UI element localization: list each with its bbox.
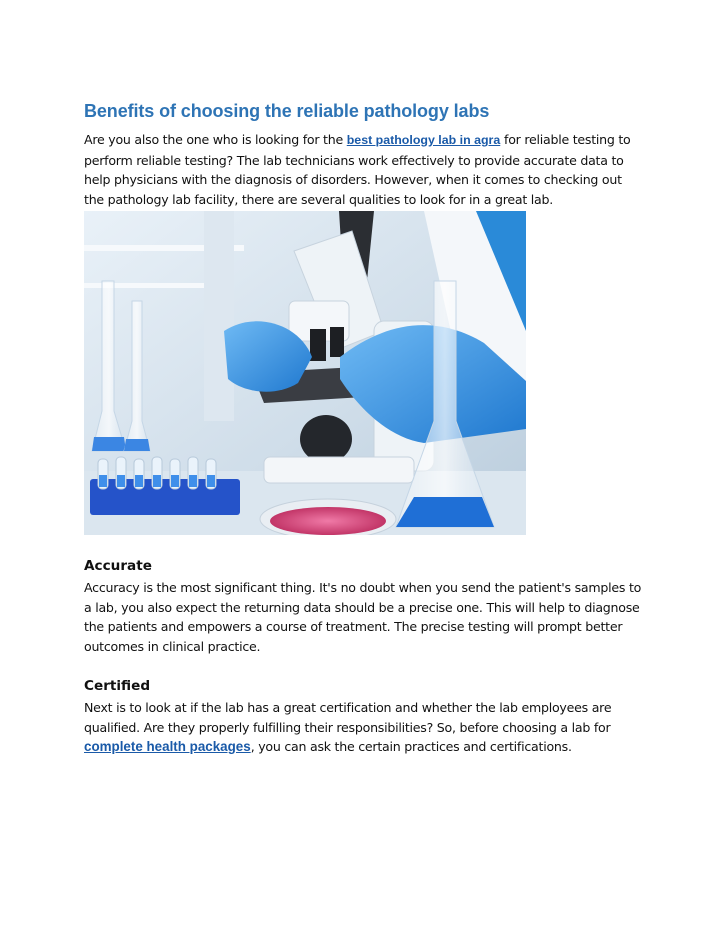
document-page [84, 98, 644, 757]
certified-text-after: , you can ask the certain practices and certifications. [250, 739, 572, 754]
section-heading-certified: Certified [84, 678, 151, 694]
section-body-accurate: Accuracy is the most significant thing. It's no doubt when you send the patient's samples to a lab, you also expect the returning data should be a precise one. This will help to diagnose the patients and empowers a course of treatment. The precise testing will prompt better outcomes in clinical practice. [84, 580, 642, 654]
best-pathology-lab-link[interactable]: best pathology lab in agra [346, 133, 501, 147]
lab-microscope-photo [84, 211, 526, 535]
intro-text-before: Are you also the one who is looking for the [84, 132, 347, 147]
certified-text-before: Next is to look at if the lab has a great certification and whether the lab employees are qualified. Are they properly fulfilling their responsibilities? So, before choosing a lab for [84, 700, 612, 735]
section-heading-accurate: Accurate [84, 558, 152, 574]
page-title: Benefits of choosing the reliable pathology labs [84, 101, 490, 121]
intro-paragraph [84, 130, 644, 209]
intro-text-after: for reliable testing to perform reliable testing? The lab technicians work effectively to provide accurate data to help physicians with the diagnosis of disorders. However, when it comes to checking out the pathology lab facility, there are several qualities to look for in a great lab. [84, 132, 631, 207]
section-body-certified [84, 698, 644, 757]
complete-health-packages-link[interactable]: complete health packages [84, 739, 251, 754]
